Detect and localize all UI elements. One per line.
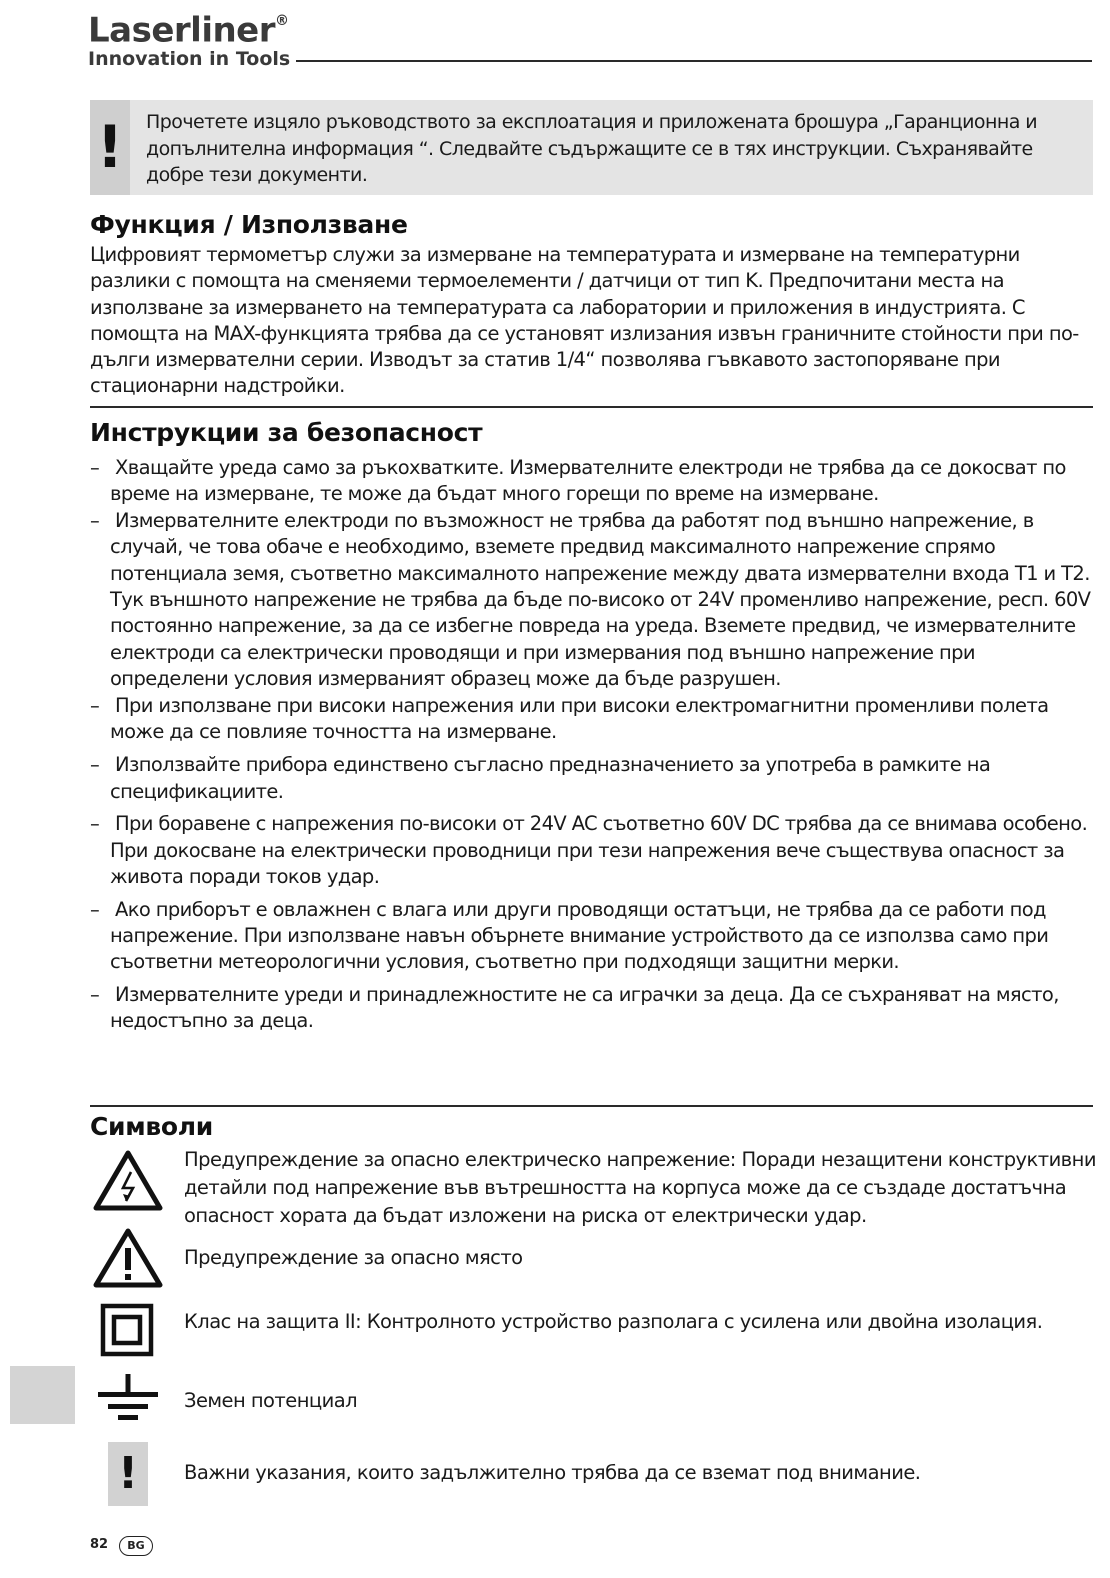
header-divider — [296, 60, 1092, 62]
symbol-description: Предупреждение за опасно електрическо напрежение: Поради незащитени конструктивни детайли под напрежение във вътрешността на корпуса може да се създаде достатъчна опасност хората да бъдат изложени на риска от електрически удар. — [184, 1148, 1096, 1227]
safety-item: – Използвайте прибора единствено съгласно предназначението за употреба в рамките на спецификациите. — [90, 753, 991, 803]
high-voltage-warning-icon — [92, 1148, 164, 1212]
language-badge: BG — [119, 1536, 153, 1556]
symbols-title: Символи — [90, 1112, 214, 1141]
symbol-description: Важни указания, които задължително трябва да се вземат под внимание. — [184, 1461, 921, 1484]
important-note-icon: ! — [108, 1442, 148, 1506]
safety-item: – При използване при високи напрежения или при високи електромагнитни променливи полета може да се повлияе точността на измерване. — [90, 693, 1049, 744]
protection-class-ii-icon — [100, 1303, 154, 1357]
symbol-description: Клас на защита II: Контролното устройство разполага с усилена или двойна изолация. — [184, 1310, 1043, 1333]
exclamation-icon: ! — [90, 100, 130, 195]
brand-name: Laserliner® — [88, 10, 289, 51]
safety-list — [90, 455, 1095, 1035]
safety-item: – Ако приборът е овлажнен с влага или други проводящи остатъци, не трябва да се работи под напрежение. При използване навън обърнете внимание устройството да се използва само при съответни метеорологични условия, съответно при подходящи защитни мерки. — [90, 897, 1049, 974]
notice-box — [90, 100, 1093, 195]
safety-item: – Измервателните уреди и принадлежностите не са играчки за деца. Да се съхраняват на място, недостъпно за деца. — [90, 982, 1059, 1033]
brand-logo — [88, 6, 290, 69]
section-divider — [90, 1105, 1093, 1107]
function-title: Функция / Използване — [90, 210, 408, 239]
chapter-tab — [10, 1366, 75, 1424]
symbol-description: Предупреждение за опасно място — [184, 1246, 523, 1269]
function-text: Цифровият термометър служи за измерване на температурата и измерване на температурни разлики с помощта на сменяеми термоелементи / датчици от тип K. Предпочитани места на използване за измерването на температурата са лаборатории и приложения в индустрията. С помощта на MAX-функцията трябва да се установят излизания извън граничните стойности при по-дълги измервателни серии. Изводът за статив 1/4“ позволява гъвкавото застопоряване при стационарни надстройки. — [90, 243, 1079, 398]
registered-mark: ® — [275, 13, 289, 29]
notice-text: Прочетете изцяло ръководството за експлоатация и приложената брошура „Гаранционна и допълнителна информация “. Следвайте съдържащите се в тях инструкции. Съхранявайте добре тези документи. — [146, 111, 1038, 186]
safety-item: – Хващайте уреда само за ръкохватките. Измервателните електроди не трябва да се докосват по време на измерване, те може да бъдат много горещи по време на измерване. — [90, 456, 1066, 506]
safety-item: – Измервателните електроди по възможност не трябва да работят под външно напрежение, в случай, че това обаче е необходимо, вземете предвид максималното напрежение спрямо потенциала земя, съответно максималното напрежение между двата измервателни входа T1 и T2. Тук външното напрежение не трябва да бъде по-високо от 24V променливо напрежение, респ. 60V постоянно напрежение, за да се избегне повреда на уреда. Вземете предвид, че измервателните електроди са електрически проводящи и при измервания под външно напрежение при определени условия измерваният образец може да бъде разрушен. — [90, 508, 1091, 691]
section-divider — [90, 406, 1093, 408]
safety-title: Инструкции за безопасност — [90, 418, 483, 447]
ground-icon — [96, 1372, 160, 1424]
page-number: 82 — [90, 1537, 109, 1552]
safety-item: – При боравене с напрежения по-високи от 24V AC съответно 60V DC трябва да се внимава особено. При докосване на електрически проводници при тези напрежения вече съществува опасност за живота поради токов удар. — [90, 812, 1088, 889]
brand-tagline: Innovation in Tools — [88, 48, 291, 71]
hazard-warning-icon — [92, 1227, 164, 1289]
symbol-description: Земен потенциал — [184, 1389, 358, 1412]
